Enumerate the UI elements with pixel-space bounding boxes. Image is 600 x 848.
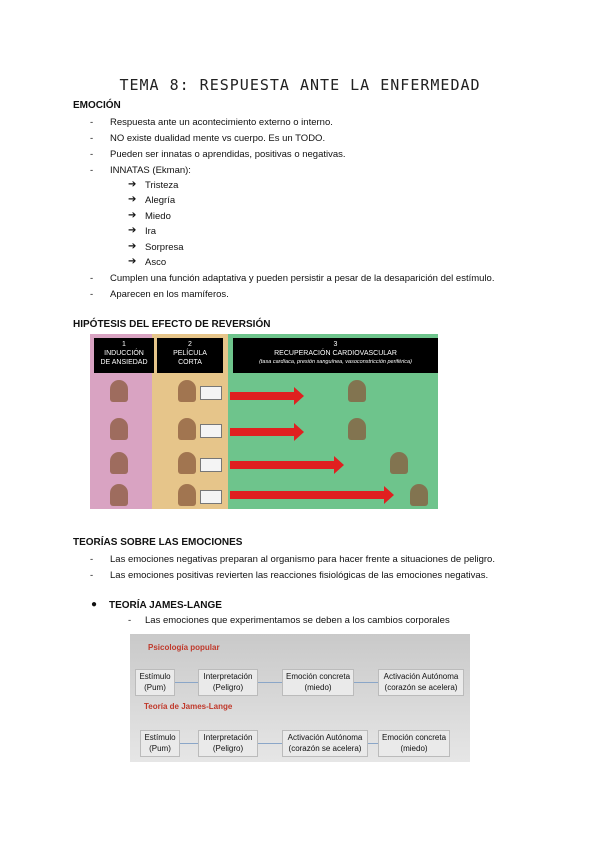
flow-box	[378, 730, 450, 757]
person-figure	[178, 484, 196, 506]
person-figure	[390, 452, 408, 474]
flow-box-detail: (miedo)	[304, 683, 332, 692]
person-figure	[178, 452, 196, 474]
arrow-icon: ➔	[128, 241, 137, 252]
list-subitem: Sorpresa	[145, 242, 184, 253]
red-arrow	[230, 491, 384, 499]
section-heading-teorias: TEORÍAS SOBRE LAS EMOCIONES	[73, 537, 243, 548]
list-item: Las emociones que experimentamos se deben a los cambios corporales	[145, 615, 450, 626]
person-figure	[178, 418, 196, 440]
stage-box-1: 1 INDUCCIÓN DE ANSIEDAD	[94, 338, 154, 373]
stage-box-3	[233, 338, 438, 373]
flow-box-title: Emoción concreta	[285, 672, 351, 681]
list-item: Las emociones positivas revierten las reacciones fisiológicas de las emociones negativas.	[110, 570, 489, 581]
dash: -	[90, 149, 94, 160]
arrow-icon: ➔	[128, 225, 137, 236]
section-heading-hipotesis: HIPÓTESIS DEL EFECTO DE REVERSIÓN	[73, 319, 271, 330]
subsection-heading-james-lange: TEORÍA JAMES-LANGE	[109, 600, 222, 611]
arrow-icon: ➔	[128, 194, 137, 205]
person-figure	[348, 418, 366, 440]
page-title: TEMA 8: RESPUESTA ANTE LA ENFERMEDAD	[119, 76, 481, 94]
flow-box-detail: (Peligro)	[212, 683, 244, 692]
red-arrow	[230, 428, 294, 436]
bullet-icon: ●	[91, 599, 98, 610]
person-figure	[110, 418, 128, 440]
flow-box-detail: (corazón se acelera)	[384, 683, 458, 692]
dash: -	[90, 133, 94, 144]
list-subitem: Ira	[145, 226, 157, 237]
list-item: INNATAS (Ekman):	[110, 165, 191, 176]
stage-box-3-subtitle: (tasa cardíaca, presión sanguínea, vasoconstricción periférica)	[259, 359, 412, 365]
reversal-effect-figure	[90, 334, 438, 509]
flow-box	[135, 669, 175, 696]
dash: -	[90, 273, 94, 284]
dash: -	[90, 570, 94, 581]
person-figure	[110, 380, 128, 402]
dash: -	[128, 615, 132, 626]
flow-box	[198, 669, 258, 696]
flow-box-detail: (Pum)	[149, 744, 171, 753]
screen-card	[200, 458, 222, 472]
flow-box-title: Emoción concreta	[381, 733, 447, 742]
diagram-label-popular: Psicología popular	[148, 643, 220, 652]
person-figure	[178, 380, 196, 402]
stage-box-3-title: 3 RECUPERACIÓN CARDIOVASCULAR	[274, 341, 397, 357]
arrow-icon: ➔	[128, 256, 137, 267]
person-figure	[110, 484, 128, 506]
arrow-icon: ➔	[128, 179, 137, 190]
flow-box-title: Interpretación	[203, 672, 253, 681]
flow-box-detail: (miedo)	[400, 744, 428, 753]
person-figure	[348, 380, 366, 402]
section-heading-emocion: EMOCIÓN	[73, 100, 121, 111]
list-subitem: Miedo	[145, 211, 171, 222]
list-subitem: Tristeza	[145, 180, 179, 191]
flow-box-detail: (Peligro)	[212, 744, 244, 753]
flow-box	[198, 730, 258, 757]
list-item: Aparecen en los mamíferos.	[110, 289, 229, 300]
list-subitem: Alegría	[145, 195, 176, 206]
flow-box-title: Estímulo	[139, 672, 171, 681]
stage-box-2: 2 PELÍCULA CORTA	[157, 338, 223, 373]
person-figure	[110, 452, 128, 474]
list-item: Respuesta ante un acontecimiento externo o interno.	[110, 117, 333, 128]
red-arrow	[230, 392, 294, 400]
flow-box	[282, 669, 354, 696]
flow-box	[378, 669, 464, 696]
screen-card	[200, 424, 222, 438]
flow-box-detail: (corazón se acelera)	[288, 744, 362, 753]
dash: -	[90, 165, 94, 176]
dash: -	[90, 117, 94, 128]
flow-box-title: Interpretación	[203, 733, 253, 742]
diagram-label-james-lange: Teoría de James-Lange	[144, 702, 233, 711]
arrow-icon: ➔	[128, 210, 137, 221]
flow-box-title: Activación Autónoma	[287, 733, 363, 742]
james-lange-diagram	[130, 634, 470, 762]
list-item: Cumplen una función adaptativa y pueden persistir a pesar de la desaparición del estímulo.	[110, 273, 495, 284]
person-figure	[410, 484, 428, 506]
flow-box-detail: (Pum)	[144, 683, 166, 692]
list-subitem: Asco	[145, 257, 167, 268]
list-item: Las emociones negativas preparan al organismo para hacer frente a situaciones de peligro.	[110, 554, 495, 565]
screen-card	[200, 386, 222, 400]
red-arrow	[230, 461, 334, 469]
list-item: Pueden ser innatas o aprendidas, positivas o negativas.	[110, 149, 346, 160]
list-item: NO existe dualidad mente vs cuerpo. Es un TODO.	[110, 133, 326, 144]
flow-box	[140, 730, 180, 757]
dash: -	[90, 289, 94, 300]
flow-box	[282, 730, 368, 757]
flow-box-title: Activación Autónoma	[383, 672, 459, 681]
flow-box-title: Estímulo	[144, 733, 176, 742]
dash: -	[90, 554, 94, 565]
screen-card	[200, 490, 222, 504]
